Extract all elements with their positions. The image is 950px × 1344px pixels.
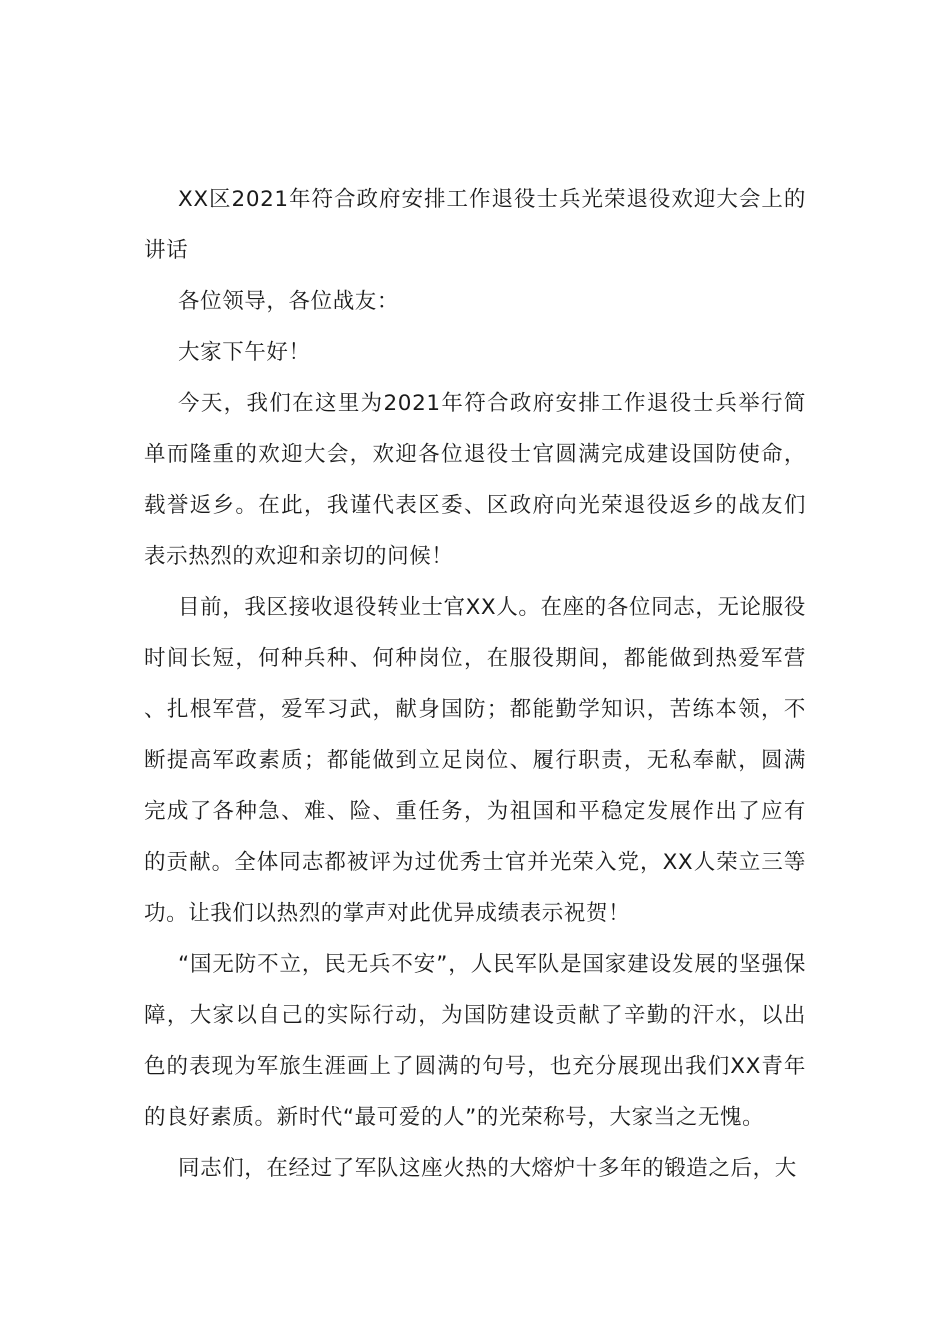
paragraph-greeting: 大家下午好！	[178, 340, 311, 365]
paragraph-national-defense: “国无防不立，民无兵不安”，人民军队是国家建设发展的坚强保障，大家以自己的实际行动，为国防建设贡献了辛勤的汗水，以出色的表现为军旅生涯画上了圆满的句号，也充分展现出我们XX青年的良好素质。新时代“最可爱的人”的光荣称号，大家当之无愧。	[144, 952, 806, 1130]
paragraph-welcome: 今天，我们在这里为2021年符合政府安排工作退役士兵举行简单而隆重的欢迎大会，欢迎各位退役士官圆满完成建设国防使命，载誉返乡。在此，我谨代表区委、区政府向光荣退役返乡的战友们表示热烈的欢迎和亲切的问候！	[144, 391, 806, 569]
paragraph-salutation: 各位领导，各位战友：	[178, 289, 400, 314]
paragraph-achievements: 目前，我区接收退役转业士官XX人。在座的各位同志，无论服役时间长短，何种兵种、何种岗位，在服役期间，都能做到热爱军营、扎根军营，爱军习武，献身国防；都能勤学知识，苦练本领，不断提高军政素质；都能做到立足岗位、履行职责，无私奉献，圆满完成了各种急、难、险、重任务，为祖国和平稳定发展作出了应有的贡献。全体同志都被评为过优秀士官并光荣入党，XX人荣立三等功。让我们以热烈的掌声对此优异成绩表示祝贺！	[144, 595, 806, 926]
speech-title: XX区2021年符合政府安排工作退役士兵光荣退役欢迎大会上的讲话	[144, 187, 806, 263]
paragraph-comrades: 同志们，在经过了军队这座火热的大熔炉十多年的锻造之后，大	[178, 1156, 797, 1181]
document-body	[144, 174, 806, 1194]
